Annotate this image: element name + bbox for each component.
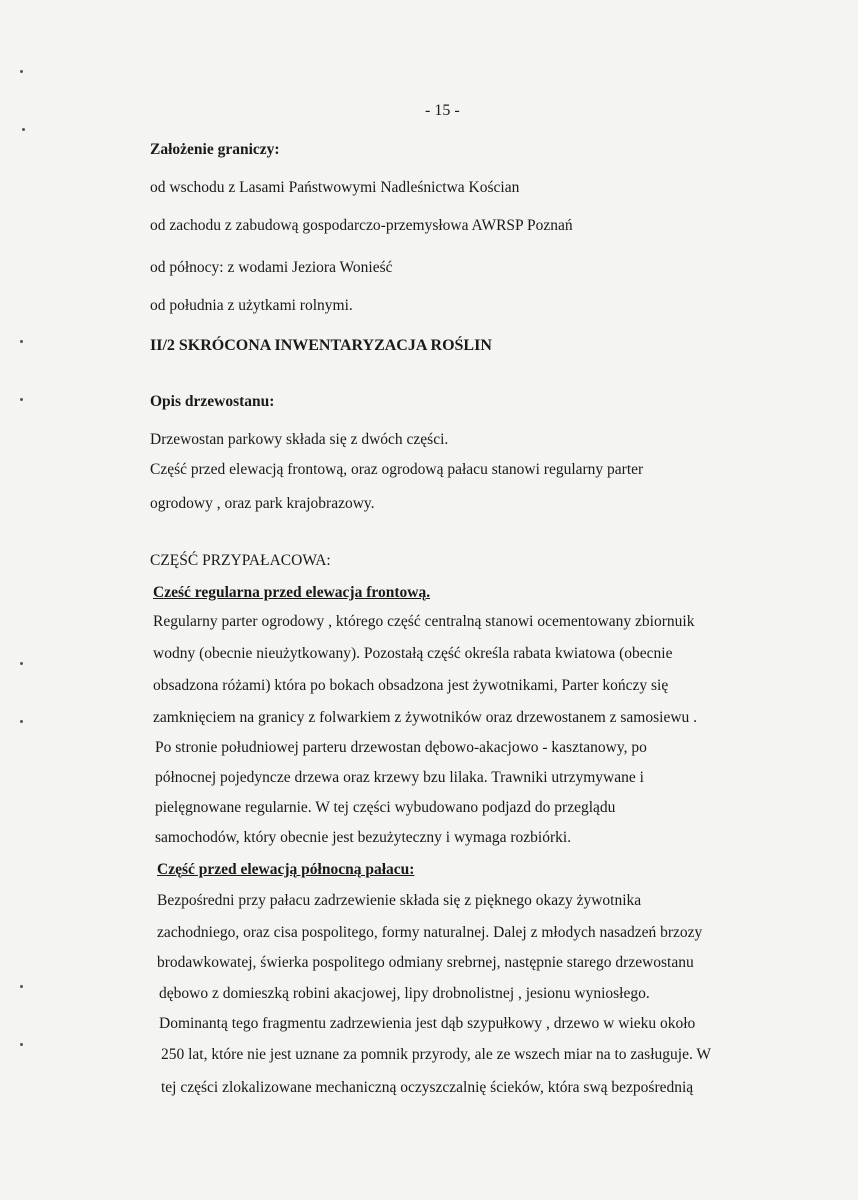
scan-speck [20,70,23,73]
scan-speck [20,662,23,665]
opis-line: Drzewostan parkowy składa się z dwóch części. [150,431,449,448]
paragraph-line: tej części zlokalizowane mechaniczną oczyszczalnię ścieków, która swą bezpośrednią [161,1079,694,1096]
page-number: - 15 - [425,102,460,119]
scan-speck [20,985,23,988]
boundary-line: od północy: z wodami Jeziora Wonieść [150,259,393,276]
paragraph-line: dębowo z domieszką robini akacjowej, lipy drobnolistnej , jesionu wyniosłego. [159,985,650,1002]
boundary-line: od wschodu z Lasami Państwowymi Nadleśnictwa Kościan [150,179,520,196]
scan-speck [20,720,23,723]
scan-speck [22,128,25,131]
boundary-line: od południa z użytkami rolnymi. [150,297,353,314]
scan-speck [20,1043,23,1046]
scan-speck [20,398,23,401]
paragraph-line: zamknięciem na granicy z folwarkiem z żywotników oraz drzewostanem z samosiewu . [153,709,698,726]
paragraph-line: Po stronie południowej parteru drzewostan dębowo-akacjowo - kasztanowy, po [155,739,647,756]
opis-line: Część przed elewacją frontową, oraz ogrodową pałacu stanowi regularny parter [150,461,644,478]
paragraph-line: Dominantą tego fragmentu zadrzewienia jest dąb szypułkowy , drzewo w wieku około [159,1015,696,1032]
paragraph-line: Regularny parter ogrodowy , którego część centralną stanowi ocementowany zbiornuik [153,613,695,630]
paragraph-line: samochodów, który obecnie jest bezużyteczny i wymaga rozbiórki. [155,829,572,846]
paragraph-line: zachodniego, oraz cisa pospolitego, formy naturalnej. Dalej z młodych nasadzeń brzozy [157,924,703,941]
zalozenie-heading: Założenie graniczy: [150,141,280,158]
opis-line: ogrodowy , oraz park krajobrazowy. [150,495,375,512]
boundary-line: od zachodu z zabudową gospodarczo-przemysłowa AWRSP Poznań [150,217,573,234]
paragraph-line: Bezpośredni przy pałacu zadrzewienie składa się z pięknego okazy żywotnika [157,892,642,909]
subheading-polnocna: Część przed elewacją północną pałacu: [157,861,415,878]
paragraph-line: wodny (obecnie nieużytkowany). Pozostałą część określa rabata kwiatowa (obecnie [153,645,673,662]
scan-speck [20,340,23,343]
paragraph-line: północnej pojedyncze drzewa oraz krzewy bzu lilaka. Trawniki utrzymywane i [155,769,644,786]
subheading-frontowa: Cześć regularna przed elewacja frontową. [153,584,431,601]
paragraph-line: brodawkowatej, świerka pospolitego odmiany srebrnej, następnie starego drzewostanu [157,954,694,971]
section-title: II/2 SKRÓCONA INWENTARYZACJA ROŚLIN [150,337,492,354]
paragraph-line: 250 lat, które nie jest uznane za pomnik przyrody, ale ze wszech miar na to zasługuje. W [161,1046,712,1063]
przypalacowa-heading: CZĘŚĆ PRZYPAŁACOWA: [150,552,331,569]
opis-heading: Opis drzewostanu: [150,393,275,410]
paragraph-line: pielęgnowane regularnie. W tej części wybudowano podjazd do przeglądu [155,799,616,816]
paragraph-line: obsadzona różami) która po bokach obsadzona jest żywotnikami, Parter kończy się [153,677,669,694]
